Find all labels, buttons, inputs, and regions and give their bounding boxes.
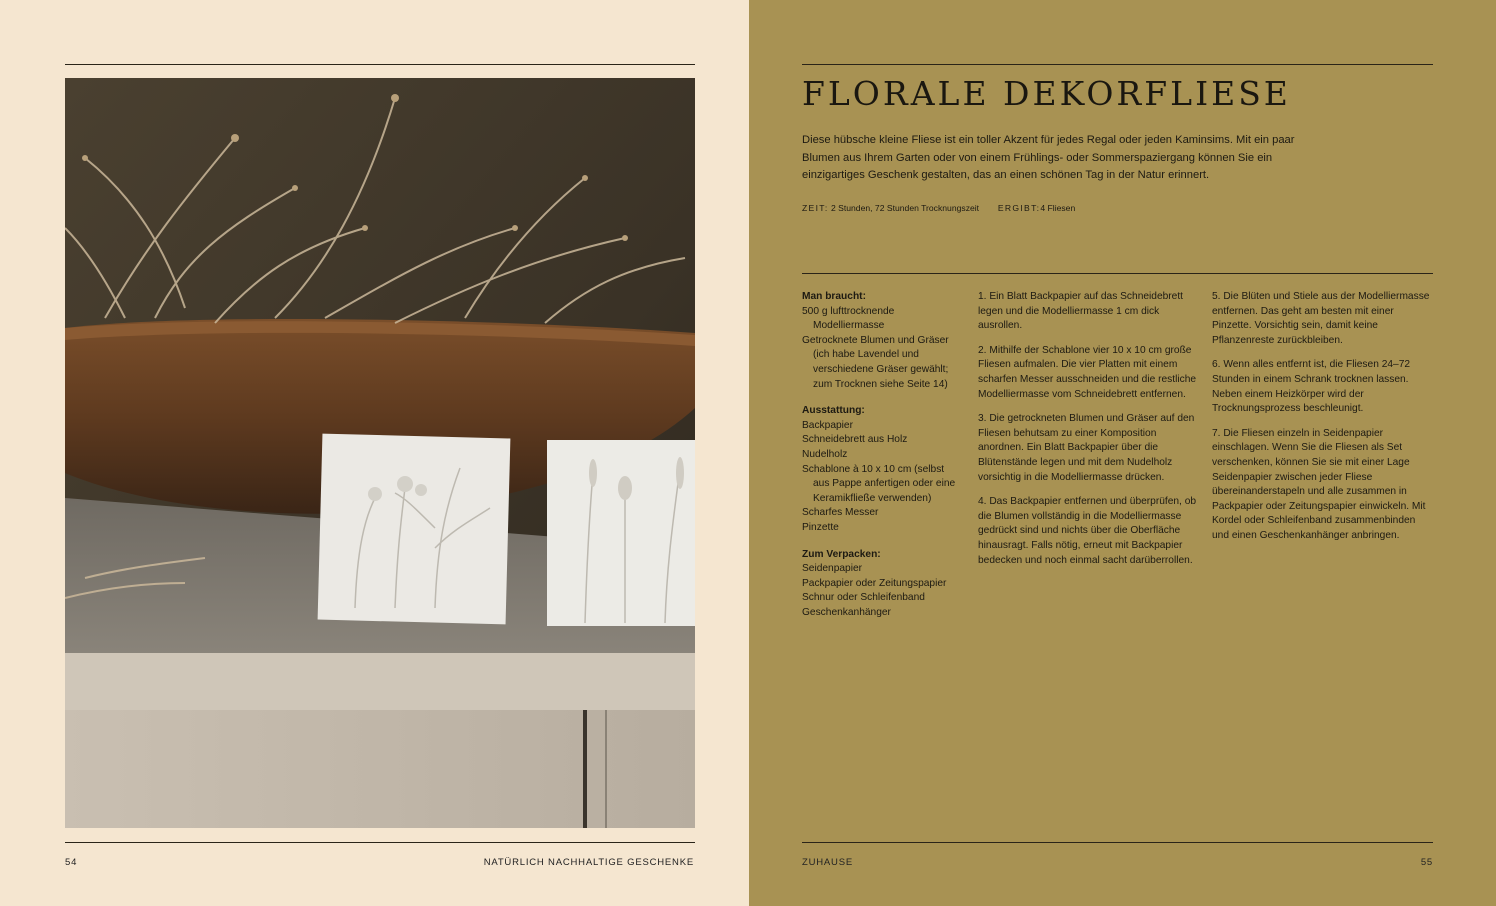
step-6: 6. Wenn alles entfernt ist, die Fliesen 24–72 Stunden in einem Schrank trocknen lassen. Neben einem Heizkörper wird der Trocknungsprozess beschleunigt. bbox=[1212, 359, 1411, 415]
packaging-item: Seidenpapier bbox=[802, 563, 863, 575]
column-steps-1 bbox=[978, 290, 1198, 578]
equipment-item: Schablone à 10 x 10 cm (selbst aus Pappe anfertigen oder eine Keramikfließe verwenden) bbox=[802, 463, 956, 504]
photo-illustration bbox=[65, 78, 695, 828]
materials-item: 500 g lufttrocknende Modelliermasse bbox=[802, 305, 895, 332]
packaging-group bbox=[802, 548, 962, 621]
packaging-item: Packpapier oder Zeitungspapier bbox=[802, 577, 947, 589]
photo-floral-tiles bbox=[65, 78, 695, 828]
equipment-item: Pinzette bbox=[802, 521, 839, 533]
page-title: FLORALE DEKORFLIESE bbox=[802, 74, 1291, 113]
yield-label: ERGIBT: bbox=[997, 203, 1041, 213]
yield-value: 4 Fliesen bbox=[1040, 203, 1076, 213]
bottom-rule bbox=[65, 842, 695, 843]
bottom-rule bbox=[802, 842, 1433, 843]
time-value: 2 Stunden, 72 Stunden Trocknungszeit bbox=[830, 203, 980, 213]
recipe-meta bbox=[802, 203, 1075, 213]
running-header-right: ZUHAUSE bbox=[802, 857, 853, 868]
packaging-item: Schnur oder Schleifenband bbox=[802, 592, 925, 604]
equipment-item: Backpapier bbox=[802, 419, 853, 431]
step-2: 2. Mithilfe der Schablone vier 10 x 10 cm große Fliesen aufmalen. Die vier Platten mit einem scharfen Messer ausschneiden und die restliche Modelliermasse vom Schneidebrett entfernen. bbox=[978, 344, 1197, 400]
packaging-item: Geschenkanhänger bbox=[802, 606, 891, 618]
page-number-right: 55 bbox=[1420, 857, 1433, 868]
materials-item: Getrocknete Blumen und Gräser (ich habe Lavendel und verschiedene Gräser gewählt; zum Trocknen siehe Seite 14) bbox=[802, 334, 949, 390]
equipment-item: Schneidebrett aus Holz bbox=[802, 434, 908, 446]
column-steps-2 bbox=[1212, 290, 1432, 554]
section-rule bbox=[802, 273, 1433, 274]
equipment-group bbox=[802, 404, 962, 535]
step-7: 7. Die Fliesen einzeln in Seidenpapier einschlagen. Wenn Sie die Fliesen als Set verschenken, können Sie sie mit einer Lage Seidenpapier zwischen jeder Fliese übereinanderstapeln und alle zusammen in Packpapier oder Zeitungspapier einwickeln. Mit Kordel oder Schleifenband zusammenbinden und einen Geschenkanhänger anbringen. bbox=[1212, 427, 1426, 541]
step-1: 1. Ein Blatt Backpapier auf das Schneidebrett legen und die Modelliermasse 1 cm dick ausrollen. bbox=[978, 291, 1184, 332]
packaging-heading: Zum Verpacken: bbox=[802, 548, 881, 560]
top-rule bbox=[65, 64, 695, 65]
step-5: 5. Die Blüten und Stiele aus der Modelliermasse entfernen. Das geht am besten mit einer Pinzette. Vorsichtig sein, damit keine Pflanzenreste zurückbleiben. bbox=[1212, 291, 1430, 346]
step-4: 4. Das Backpapier entfernen und überprüfen, ob die Blumen vollständig in die Modelliermasse gedrückt sind und nichts über die Oberfläche hinausragt. Falls nötig, erneut mit Backpapier bedecken und noch einmal sacht darüberrollen. bbox=[978, 496, 1197, 566]
top-rule bbox=[802, 64, 1433, 65]
materials-group bbox=[802, 290, 962, 392]
running-header-left: NATÜRLICH NACHHALTIGE GESCHENKE bbox=[483, 857, 694, 868]
intro-paragraph: Diese hübsche kleine Fliese ist ein toller Akzent für jedes Regal oder jeden Kaminsims. Mit ein paar Blumen aus Ihrem Garten oder von einem Frühlings- oder Sommerspaziergang können Sie ein einzigartiges Geschenk gestalten, das an einen schönen Tag in der Natur erinnert. bbox=[802, 134, 1295, 181]
time-label: ZEIT: bbox=[802, 203, 829, 213]
step-3: 3. Die getrockneten Blumen und Gräser auf den Fliesen behutsam zu einer Komposition anordnen. Ein Blatt Backpapier über die Blütenstände legen und mit dem Nudelholz vorsichtig in die Modelliermasse drücken. bbox=[978, 413, 1195, 483]
materials-heading: Man braucht: bbox=[802, 291, 866, 302]
equipment-item: Nudelholz bbox=[802, 448, 848, 460]
column-materials bbox=[802, 290, 962, 632]
equipment-item: Scharfes Messer bbox=[802, 507, 879, 519]
page-number-left: 54 bbox=[65, 857, 78, 868]
equipment-heading: Ausstattung: bbox=[802, 405, 865, 417]
